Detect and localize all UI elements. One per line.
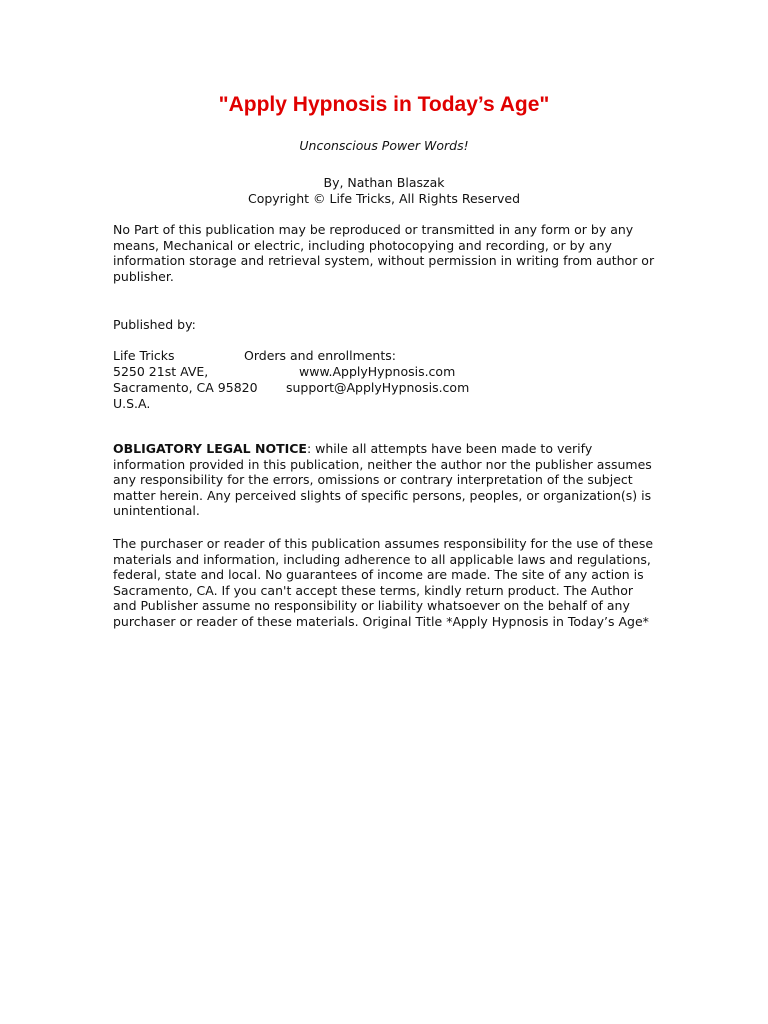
- publisher-country: U.S.A.: [113, 396, 151, 411]
- orders-website: www.ApplyHypnosis.com: [299, 364, 456, 379]
- publisher-name: Life Tricks: [113, 348, 175, 363]
- legal-notice-text: : while all attempts have been made to verify information provided in this publication, neither the author nor the publisher assumes any responsibility for the errors, omissions or contrary interpretation of the subject matter herein. Any perceived slights of specific persons, peoples, or organization(s) is unintentional.: [113, 441, 652, 519]
- legal-notice-paragraph: [113, 441, 658, 519]
- publisher-city: Sacramento, CA 95820: [113, 380, 258, 395]
- orders-heading: Orders and enrollments:: [244, 348, 396, 363]
- copyright-line: Copyright © Life Tricks, All Rights Reserved: [247, 191, 521, 206]
- rights-paragraph: No Part of this publication may be reproduced or transmitted in any form or by any means, Mechanical or electric, including photocopying and recording, or by any information storage and retrieval system, without permission in writing from author or publisher.: [113, 222, 655, 284]
- purchaser-paragraph: The purchaser or reader of this publication assumes responsibility for the use of these materials and information, including adherence to all applicable laws and regulations, federal, state and local. No guarantees of income are made. The site of any action is Sacramento, CA. If you can't accept these terms, kindly return product. The Author and Publisher assume no responsibility or liability whatsoever on the behalf of any purchaser or reader of these materials. Original Title *Apply Hypnosis in Today’s Age*: [113, 536, 654, 629]
- publisher-street: 5250 21st AVE,: [113, 364, 209, 379]
- published-by-label: Published by:: [113, 317, 196, 332]
- author-byline: By, Nathan Blaszak: [323, 175, 445, 190]
- document-title: "Apply Hypnosis in Today’s Age": [218, 93, 550, 116]
- orders-email: support@ApplyHypnosis.com: [286, 380, 470, 395]
- document-subtitle: Unconscious Power Words!: [299, 138, 469, 153]
- legal-notice-label: OBLIGATORY LEGAL NOTICE: [113, 441, 307, 456]
